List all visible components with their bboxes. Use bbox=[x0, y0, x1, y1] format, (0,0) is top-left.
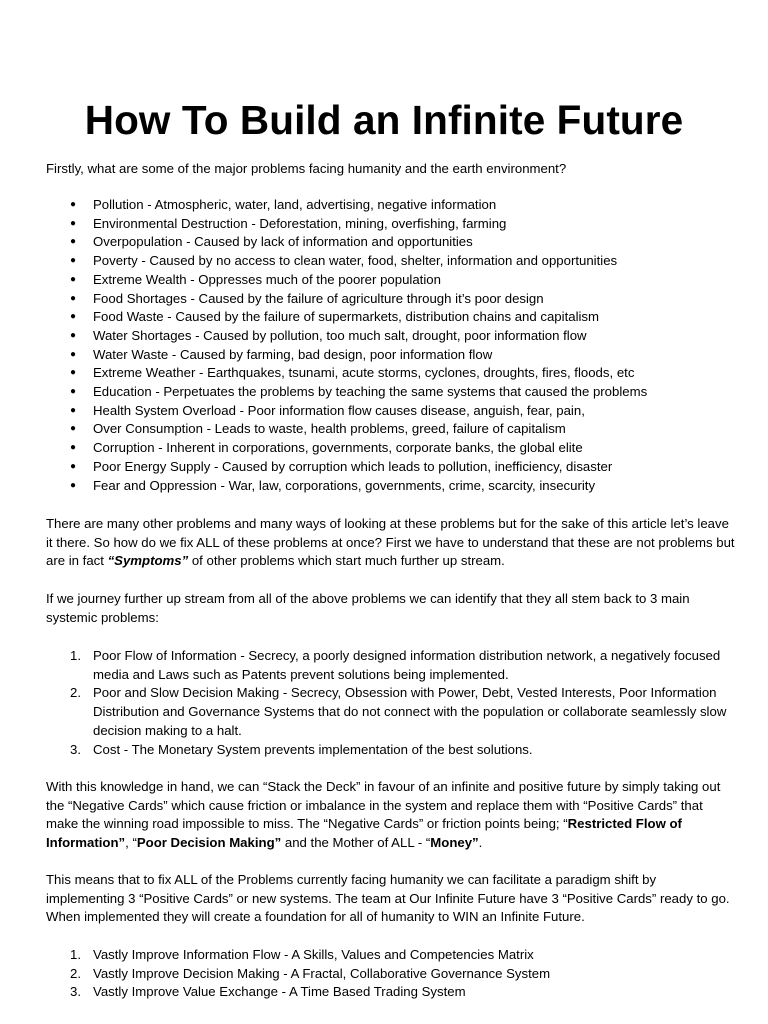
problem-item bbox=[0, 252, 768, 271]
list-number: 1. bbox=[70, 947, 81, 962]
bullet-icon: ● bbox=[70, 460, 77, 472]
deck-sep-2: and the Mother of ALL - “ bbox=[281, 835, 431, 851]
bullet-icon: ● bbox=[70, 292, 77, 304]
upstream-paragraph: If we journey further up stream from all of the above problems we can identify that they all stem back to 3 main systemic problems: bbox=[46, 591, 690, 625]
problem-text: Poor Energy Supply - Caused by corruption which leads to pollution, inefficiency, disaster bbox=[93, 458, 613, 474]
problem-text: Over Consumption - Leads to waste, health problems, greed, failure of capitalism bbox=[93, 421, 566, 437]
systemic-problem-item-text: Cost - The Monetary System prevents implementation of the best solutions. bbox=[93, 741, 533, 757]
positive-card-item-text: Vastly Improve Information Flow - A Skills, Values and Competencies Matrix bbox=[93, 947, 534, 962]
positive-card-item bbox=[0, 946, 733, 965]
deck-bold-information: Restricted Flow of Information” bbox=[46, 816, 682, 851]
problem-text: Fear and Oppression - War, law, corporations, governments, crime, scarcity, insecurity bbox=[93, 477, 596, 493]
problem-text: Health System Overload - Poor information flow causes disease, anguish, fear, pain, bbox=[93, 402, 585, 418]
list-number: 2. bbox=[70, 965, 81, 981]
bullet-icon: ● bbox=[70, 386, 77, 398]
bullet-icon: ● bbox=[70, 479, 77, 491]
problem-list bbox=[0, 196, 768, 495]
bullet-icon: ● bbox=[70, 236, 77, 248]
bullet-icon: ● bbox=[70, 217, 77, 229]
problem-text: Food Shortages - Caused by the failure of agriculture through it’s poor design bbox=[93, 290, 544, 306]
symptoms-emphasis: “Symptoms” bbox=[107, 553, 189, 569]
intro-paragraph: Firstly, what are some of the major problems facing humanity and the earth environment? bbox=[46, 161, 567, 176]
bullet-icon: ● bbox=[70, 442, 77, 454]
deck-bold-decision: Poor Decision Making” bbox=[136, 835, 282, 851]
document-title: How To Build an Infinite Future bbox=[84, 97, 684, 143]
positive-card-item-text: Vastly Improve Decision Making - A Fractal, Collaborative Governance System bbox=[93, 965, 551, 981]
positive-cards-list bbox=[0, 946, 768, 1002]
positive-card-item bbox=[0, 965, 733, 984]
problem-item bbox=[0, 477, 768, 496]
problem-item bbox=[0, 215, 768, 234]
bullet-icon: ● bbox=[70, 329, 77, 341]
list-number: 3. bbox=[70, 741, 81, 757]
deck-end: . bbox=[478, 835, 483, 851]
problem-item bbox=[0, 420, 768, 439]
problem-item bbox=[0, 458, 768, 477]
paradigm-shift-paragraph: This means that to fix ALL of the Problems currently facing humanity we can facilitate a paradigm shift by implementing 3 “Positive Cards” or new systems. The team at Our Infinite Future have 3 “Positive Cards” ready to go. When implemented they will create a foundation for all of humanity to WIN an Infinite Future. bbox=[46, 872, 730, 925]
positive-card-item bbox=[0, 983, 733, 1002]
symptoms-text-after: of other problems which start much further up stream. bbox=[188, 553, 505, 569]
bullet-icon: ● bbox=[70, 404, 77, 416]
problem-item bbox=[0, 439, 768, 458]
problem-text: Environmental Destruction - Deforestation, mining, overfishing, farming bbox=[93, 215, 507, 231]
problem-item bbox=[0, 290, 768, 309]
problem-item bbox=[0, 327, 768, 346]
problem-text: Water Shortages - Caused by pollution, too much salt, drought, poor information flow bbox=[93, 327, 587, 343]
problem-text: Poverty - Caused by no access to clean water, food, shelter, information and opportunities bbox=[93, 253, 618, 269]
bullet-icon: ● bbox=[70, 348, 77, 360]
bullet-icon: ● bbox=[70, 199, 77, 210]
problem-item bbox=[0, 196, 768, 215]
systemic-problem-item bbox=[0, 684, 733, 740]
bullet-icon: ● bbox=[70, 367, 77, 379]
problem-text: Water Waste - Caused by farming, bad design, poor information flow bbox=[93, 346, 493, 362]
problem-item bbox=[0, 271, 768, 290]
list-number: 2. bbox=[70, 685, 81, 701]
problem-item bbox=[0, 308, 768, 327]
deck-sep-1: , “ bbox=[125, 835, 137, 851]
problem-text: Pollution - Atmospheric, water, land, advertising, negative information bbox=[93, 197, 497, 212]
problem-text: Overpopulation - Caused by lack of information and opportunities bbox=[93, 234, 473, 250]
deck-text: With this knowledge in hand, we can “Stack the Deck” in favour of an infinite and positive future by simply taking out the “Negative Cards” which cause friction or imbalance in the system and replace them with “Positive Cards” that make the winning road impossible to miss. The “Negative Cards” or friction points being; “ bbox=[46, 779, 721, 832]
problem-item bbox=[0, 346, 768, 365]
list-number: 3. bbox=[70, 984, 81, 1000]
problem-text: Food Waste - Caused by the failure of supermarkets, distribution chains and capitalism bbox=[93, 309, 600, 325]
symptoms-text-before: There are many other problems and many ways of looking at these problems but for the sake of this article let’s leave it there. So how do we fix ALL of these problems at once? First we have to understand that these are not problems but are in fact bbox=[46, 516, 735, 569]
bullet-icon: ● bbox=[70, 311, 77, 323]
problem-item bbox=[0, 383, 768, 402]
problem-item bbox=[0, 364, 768, 383]
problem-text: Extreme Weather - Earthquakes, tsunami, acute storms, cyclones, droughts, fires, floods, etc bbox=[93, 365, 635, 381]
systemic-problem-item bbox=[0, 647, 733, 684]
bullet-icon: ● bbox=[70, 273, 77, 285]
problem-text: Corruption - Inherent in corporations, governments, corporate banks, the global elite bbox=[93, 440, 583, 456]
bullet-icon: ● bbox=[70, 255, 77, 267]
bullet-icon: ● bbox=[70, 423, 77, 435]
problem-item bbox=[0, 233, 768, 252]
systemic-problem-item-text: Poor Flow of Information - Secrecy, a poorly designed information distribution network, a negatively focused media and Laws such as Patents prevent solutions being implemented. bbox=[93, 648, 721, 682]
symptoms-paragraph bbox=[46, 515, 736, 571]
systemic-problem-item bbox=[0, 741, 733, 760]
stack-the-deck-paragraph bbox=[46, 778, 736, 853]
problem-text: Education - Perpetuates the problems by teaching the same systems that caused the problems bbox=[93, 384, 648, 400]
systemic-problem-item-text: Poor and Slow Decision Making - Secrecy, Obsession with Power, Debt, Vested Interests, Poor Information Distribution and Governance Systems that do not connect with the population or collaborate seamlessly slow decision making to a halt. bbox=[93, 685, 727, 738]
systemic-problems-list bbox=[0, 647, 768, 759]
positive-card-item-text: Vastly Improve Value Exchange - A Time Based Trading System bbox=[93, 984, 466, 1000]
deck-bold-money: Money” bbox=[430, 835, 479, 851]
problem-item bbox=[0, 402, 768, 421]
problem-text: Extreme Wealth - Oppresses much of the poorer population bbox=[93, 271, 441, 287]
list-number: 1. bbox=[70, 648, 81, 663]
